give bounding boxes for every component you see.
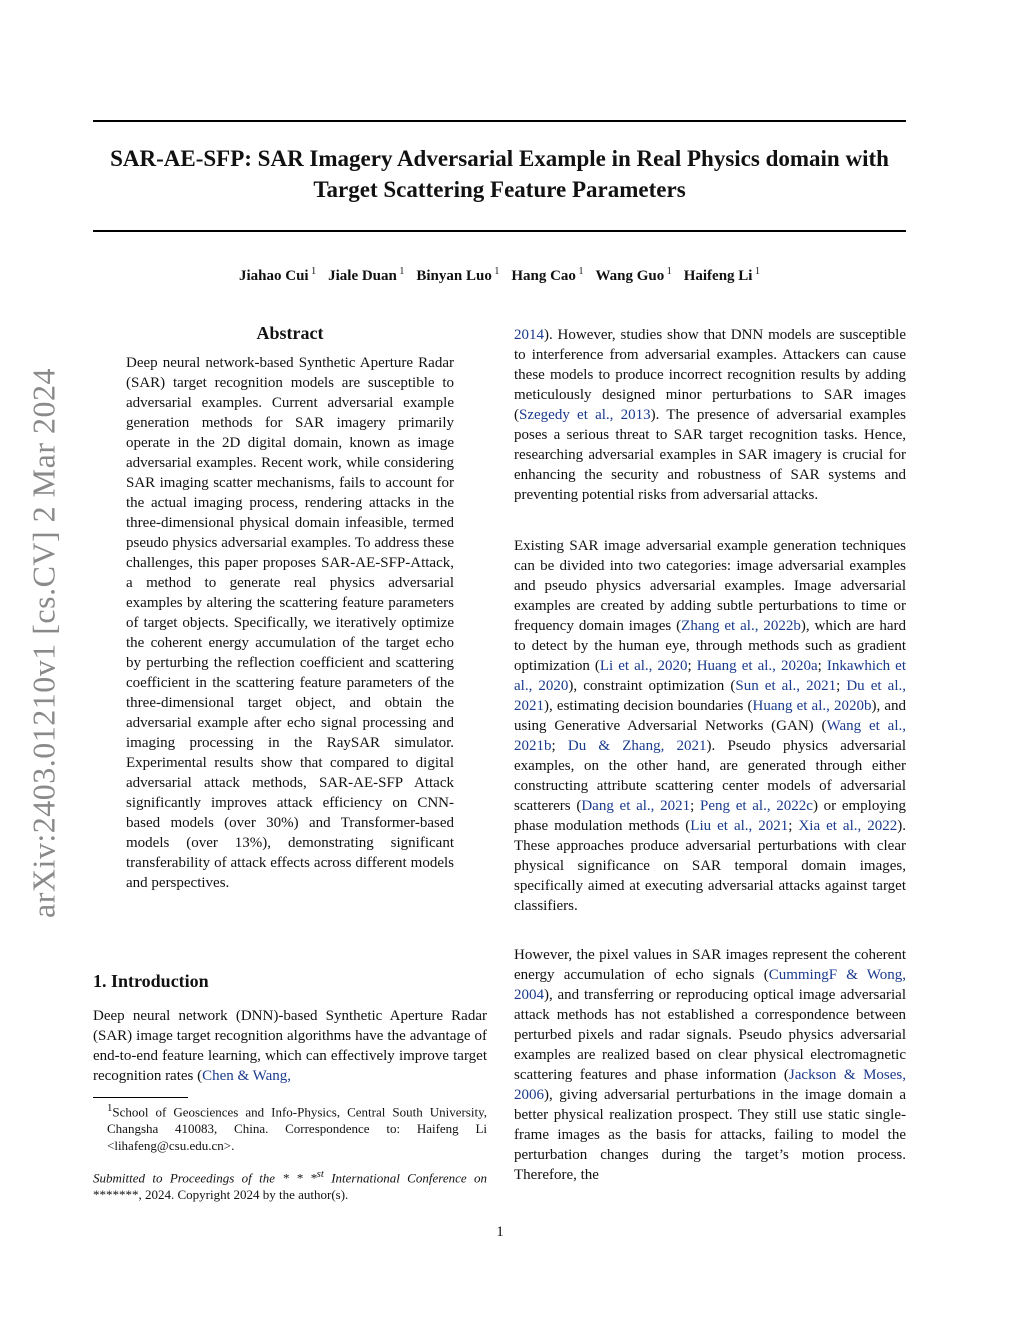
author-name: Hang Cao $^1$	[511, 266, 584, 284]
citation-link[interactable]: Huang et al., 2020b	[752, 698, 872, 714]
intro-text-part: Deep neural network (DNN)-based Synthetic Aperture Radar (SAR) image target recognition algorithms have the advantage of end-to-end feature learning, which can effectively improve target recognition rates (	[93, 1008, 487, 1084]
title-line-2: Target Scattering Feature Parameters	[313, 177, 686, 202]
title-line-1: SAR-AE-SFP: SAR Imagery Adversarial Example in Real Physics domain with	[110, 146, 889, 171]
citation-link[interactable]: Szegedy et al., 2013	[519, 407, 651, 423]
author-affiliation-marker: 1	[396, 266, 405, 277]
citation-link[interactable]: Jackson & Moses, 2006	[514, 1067, 907, 1103]
submission-italic: Submitted to Proceedings of the * * *	[93, 1170, 317, 1186]
bottom-title-rule	[93, 230, 906, 232]
body-text: ). However, studies show that DNN models are susceptible to interference from adversarial examples. Attackers can cause these models to produce incorrect recognition results by adding meticulously designed minor perturbations to SAR images (	[514, 327, 906, 423]
affiliation-footnote	[93, 1100, 487, 1154]
citation-link[interactable]: Du & Zhang, 2021	[567, 738, 707, 754]
submission-sup: st	[316, 1168, 324, 1180]
author-affiliation-marker: 1	[491, 266, 500, 277]
citation-link[interactable]: Sun et al., 2021	[735, 678, 837, 694]
footnote-marker: 1	[107, 1102, 113, 1114]
submission-copyright: *******, 2024. Copyright 2024 by the author(s).	[93, 1187, 349, 1203]
body-text: ), constraint optimization (	[568, 678, 736, 694]
submission-italic-2: International Conference on	[323, 1170, 487, 1186]
body-text: ). Pseudo physics adversarial examples, on the other hand, are generated through either constructing attribute scattering center models of adversarial scatterers (	[514, 738, 906, 814]
paper-title	[93, 143, 906, 205]
right-paragraph-2	[514, 536, 906, 916]
author-name: Jiale Duan $^1$	[328, 266, 405, 284]
abstract-text: Deep neural network-based Synthetic Aperture Radar (SAR) target recognition models are susceptible to adversarial examples. Current adversarial example generation methods for SAR imagery primarily operate in the 2D digital domain, known as image adversarial examples. Recent work, while considering SAR imaging scatter mechanisms, fails to account for the actual imaging process, rendering attacks in the three-dimensional physical domain infeasible, termed pseudo physics adversarial examples. To address these challenges, this paper proposes SAR-AE-SFP-Attack, a method to generate real physics adversarial examples by altering the scattering feature parameters of target objects. Specifically, we iteratively optimize the coherent energy accumulation of the target echo by perturbing the reflection coefficient and scattering coefficient in the scattering feature parameters of the three-dimensional target object, and obtain the adversarial example after echo signal processing and imaging processing in the RaySAR simulator. Experimental results show that compared to digital adversarial attack methods, SAR-AE-SFP Attack significantly improves attack efficiency on CNN-based models (over 30%) and Transformer-based models (over 13%), demonstrating significant transferability of attack effects across different models and perspectives.	[126, 355, 454, 891]
citation-link[interactable]: Peng et al., 2022c	[700, 798, 813, 814]
author-name: Jiahao Cui $^1$	[239, 266, 317, 284]
body-text: However, the pixel values in SAR images represent the coherent energy accumulation of echo signals (	[514, 947, 906, 983]
body-text: ). These approaches produce adversarial perturbations with clear physical significance on SAR temporal domain images, specifically aimed at executing adversarial attacks against target classifiers.	[514, 818, 907, 914]
citation-link[interactable]: CummingF & Wong, 2004	[514, 967, 906, 1003]
arxiv-stamp: arXiv:2403.01210v1 [cs.CV] 2 Mar 2024	[25, 368, 62, 918]
body-text: ;	[551, 738, 568, 754]
body-text: Existing SAR image adversarial example generation techniques can be divided into two categories: image adversarial examples and pseudo physics adversarial examples. Image adversarial examples are created by adding subtle perturbations to time or frequency domain images (	[514, 538, 906, 634]
body-text: ), giving adversarial perturbations in the image domain a better physical realization prospect. They still use static single-frame images as the basis for attacks, failing to model the perturbation changes during the target’s motion process. Therefore, the	[514, 1087, 906, 1183]
footnote-divider	[93, 1097, 188, 1098]
body-text: ;	[687, 658, 697, 674]
body-text: ;	[788, 818, 799, 834]
abstract-heading: Abstract	[256, 323, 324, 343]
body-text: ), estimating decision boundaries (	[544, 698, 753, 714]
body-text: ) or employing phase modulation methods (	[514, 798, 907, 834]
citation-link[interactable]: Du et al., 2021	[514, 678, 906, 714]
citation-link[interactable]: Zhang et al., 2022b	[681, 618, 801, 634]
citation-link[interactable]: Chen & Wang,	[202, 1068, 292, 1084]
author-affiliation-marker: 1	[308, 266, 317, 277]
author-name: Haifeng Li $^1$	[683, 266, 760, 284]
body-text: ), and transferring or reproducing optical image adversarial attack methods has not established a correspondence between perturbed pixels and radar signals. Pseudo physics adversarial examples are realized based on clear physical electromagnetic scattering features and phase information (	[514, 987, 906, 1083]
footnote-text: School of Geosciences and Info-Physics, Central South University, Changsha 410083, China. Correspondence to: Haifeng Li <lihafeng@csu.edu.cn>.	[107, 1104, 487, 1154]
body-text: ;	[817, 658, 827, 674]
citation-link[interactable]: Inkawhich et al., 2020	[514, 658, 907, 694]
author-affiliation-marker: 1	[664, 266, 672, 277]
right-paragraph-3	[514, 945, 906, 1185]
citation-link[interactable]: Dang et al., 2021	[581, 798, 691, 814]
citation-link[interactable]: Liu et al., 2021	[690, 818, 789, 834]
submission-note	[93, 1166, 487, 1203]
body-text: ), and using Generative Adversarial Networks (GAN) (	[514, 698, 907, 734]
body-text: ). The presence of adversarial examples poses a serious threat to SAR target recognition tasks. Hence, researching adversarial examples in SAR imagery is crucial for enhancing the security and robustness of SAR systems and preventing potential risks from adversarial attacks.	[514, 407, 906, 503]
introduction-text	[93, 1006, 487, 1086]
author-name: Binyan Luo $^1$	[416, 266, 500, 284]
citation-link[interactable]: Li et al., 2020	[599, 658, 688, 674]
author-list	[93, 266, 906, 285]
citation-link[interactable]: Huang et al., 2020a	[696, 658, 818, 674]
author-affiliation-marker: 1	[752, 266, 760, 277]
citation-link[interactable]: 2014	[514, 327, 544, 343]
body-text: ;	[836, 678, 847, 694]
top-rule	[93, 120, 906, 122]
author-name: Wang Guo $^1$	[595, 266, 672, 284]
section-heading-introduction: 1. Introduction	[93, 971, 209, 991]
right-paragraph-1	[514, 325, 906, 505]
citation-link[interactable]: Xia et al., 2022	[798, 818, 898, 834]
author-affiliation-marker: 1	[575, 266, 584, 277]
body-text: ), which are hard to detect by the human eye, through methods such as gradient optimization (	[514, 618, 906, 674]
body-text: ;	[690, 798, 700, 814]
page-number: 1	[496, 1224, 504, 1240]
citation-link[interactable]: Wang et al., 2021b	[514, 718, 907, 754]
